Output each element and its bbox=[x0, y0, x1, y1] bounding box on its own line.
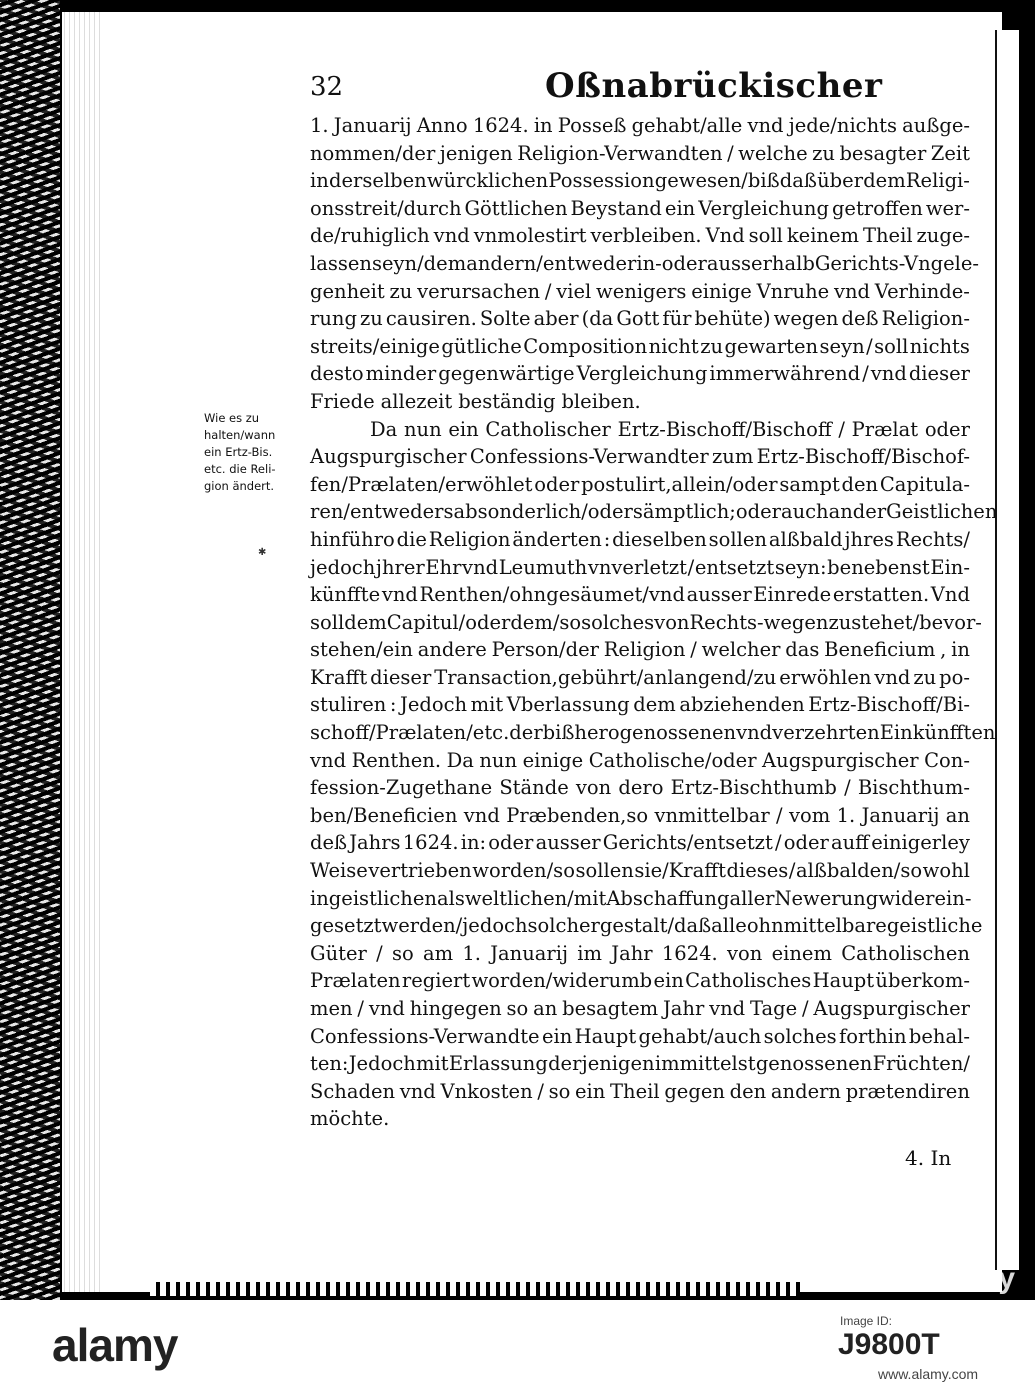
text-line: rung zu causiren. Solte aber (da Gott für behüte) wegen deß Religion- bbox=[310, 307, 970, 331]
catchword: 4. In bbox=[905, 1146, 952, 1170]
marginal-note-line: halten/wann bbox=[204, 428, 276, 442]
site-url: www.alamy.com bbox=[878, 1366, 979, 1382]
marginal-note bbox=[204, 410, 296, 495]
text-line: stehen/ein andere Person/der Religion / welcher das Beneficium , in bbox=[310, 638, 970, 662]
bottom-page-edge bbox=[150, 1282, 800, 1296]
watermark-text: alamy bbox=[930, 1262, 1016, 1295]
text-line: genheit zu verursachen / viel wenigers einige Vnruhe vnd Verhinde- bbox=[310, 279, 970, 303]
text-line: Weise vertrieben worden/so sollen sie/Krafft dieses / alßbalden/so wohl bbox=[310, 859, 970, 883]
text-line: schoff/Prælaten/etc. der bißhero genossenen vnd verzehrten Einkünfften bbox=[310, 721, 996, 745]
text-line: ten: Jedoch mit Erlassung der jenigen immittelst genossenen Früchten/ bbox=[310, 1052, 970, 1076]
marbled-endpaper-overlay bbox=[0, 0, 60, 1300]
text-line: nommen/der jenigen Religion-Verwandten / welche zu besagter Zeit bbox=[310, 141, 970, 165]
text-line: Augspurgischer Confessions-Verwandter zum Ertz-Bischoff/Bischof- bbox=[310, 445, 970, 469]
text-line: lassen seyn/dem andern/entweder in-oder ausserhalb Gerichts-Vngele- bbox=[310, 251, 980, 275]
text-line: deß Jahrs 1624. in: oder ausser Gerichts/entsetzt / oder auff einigerley bbox=[310, 831, 970, 855]
text-line: hinführo die Religion änderten : dieselben sollen alßbald jhres Rechts/ bbox=[310, 527, 970, 551]
running-head: Oßnabrückischer bbox=[545, 66, 883, 106]
text-line: onsstreit/durch Göttlichen Beystand ein Vergleichung getroffen wer- bbox=[310, 196, 970, 220]
text-line: stuliren : Jedoch mit Vberlassung dem abziehenden Ertz-Bischoff/Bi- bbox=[310, 693, 970, 717]
text-line: desto minder gegenwärtige Vergleichung immerwährend / vnd dieser bbox=[310, 362, 970, 386]
text-line: soll dem Capitul/oder dem/so solches von Rechts-wegen zustehet/bevor- bbox=[310, 610, 982, 634]
image-id: J9800T bbox=[838, 1328, 940, 1361]
image-id-label: Image ID: bbox=[840, 1314, 893, 1328]
text-line: vnd Renthen. Da nun einige Catholische/oder Augspurgischer Con- bbox=[310, 748, 970, 772]
text-line: Güter / so am 1. Januarij im Jahr 1624. von einem Catholischen bbox=[310, 941, 970, 965]
text-line: streits/einige gütliche Composition nicht zu gewarten seyn / soll nichts bbox=[310, 334, 970, 358]
text-line: möchte. bbox=[310, 1107, 390, 1131]
text-line: ren/entweders absonderlich/oder sämptlich; oder auch ander Geistlichen bbox=[310, 500, 998, 524]
text-line: 1. Januarij Anno 1624. in Posseß gehabt/alle vnd jede/nichts außge- bbox=[310, 114, 970, 137]
page-number: 32 bbox=[310, 72, 344, 102]
text-line: Schaden vnd Vnkosten / so ein Theil gegen den andern prætendiren bbox=[310, 1079, 970, 1103]
text-line: Krafft dieser Transaction,gebührt/anlangend/zu erwöhlen vnd zu po- bbox=[310, 665, 970, 689]
ink-spot-icon: ✱ bbox=[258, 547, 267, 558]
text-line: in geistlichen als weltlichen/mit Abschaffung aller Newerung wider ein- bbox=[310, 886, 972, 910]
marginal-note-line: ein Ertz-Bis. bbox=[204, 445, 273, 459]
body-text bbox=[310, 112, 998, 1133]
text-line: fen/Prælaten/erwöhlet oder postulirt,allein/oder sampt den Capitula- bbox=[310, 472, 970, 496]
text-line: Da nun ein Catholischer Ertz-Bischoff/Bischoff / Prælat oder bbox=[370, 417, 970, 441]
text-line: jedoch jhrer Ehr vnd Leumuth vnverletzt / entsetzt seyn: benebenst Ein- bbox=[310, 555, 970, 579]
alamy-logo: alamy bbox=[52, 1319, 178, 1371]
text-line: Prælaten regiert worden/widerumb ein Catholisches Haupt überkom- bbox=[310, 969, 970, 993]
text-line: ben/Beneficien vnd Præbenden,so vnmittelbar / vom 1. Januarij an bbox=[310, 803, 970, 827]
text-line: fession-Zugethane Stände von dero Ertz-Bischthumb / Bischthum- bbox=[310, 776, 970, 800]
text-line: men / vnd hingegen so an besagtem Jahr vnd Tage / Augspurgischer bbox=[310, 997, 970, 1020]
text-line: gesetzt werden / jedoch solcher gestalt / daß alle ohnmittelbare geistliche bbox=[310, 914, 983, 938]
marginal-note-line: etc. die Reli- bbox=[204, 462, 276, 476]
text-line: de/ruhiglich vnd vnmolestirt verbleiben. Vnd soll keinem Theil zuge- bbox=[310, 224, 970, 248]
text-line: Friede allezeit beständig bleiben. bbox=[310, 389, 641, 413]
text-line: in derselben würcklichen Possession gewesen/ biß daß über dem Religi- bbox=[310, 169, 970, 193]
text-line: künffte vnd Renthen/ohngesäumet/vnd ausser Einrede erstatten. Vnd bbox=[310, 583, 970, 607]
page-gutter bbox=[62, 12, 102, 1292]
page-fore-edge bbox=[995, 30, 1019, 1270]
marginal-note-line: Wie es zu bbox=[204, 411, 260, 425]
text-line: Confessions-Verwandte ein Haupt gehabt/auch solches forthin behal- bbox=[310, 1024, 970, 1048]
marginal-note-line: gion ändert. bbox=[204, 479, 275, 493]
